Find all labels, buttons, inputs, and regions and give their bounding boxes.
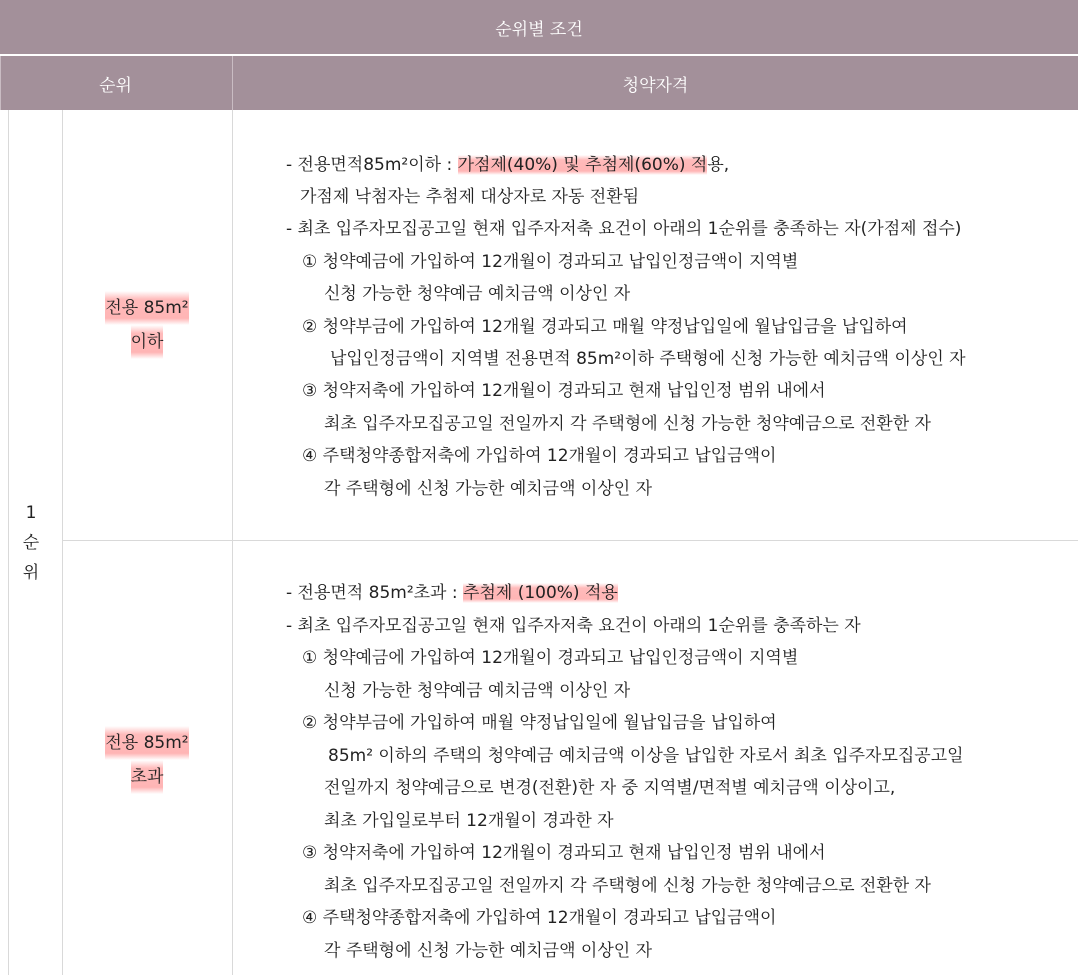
qualification-line: ④ 주택청약종합저축에 가입하여 12개월이 경과되고 납입금액이 <box>302 446 777 466</box>
qualification-line: 85m² 이하의 주택의 청약예금 예치금액 이상을 납입한 자로서 최초 입주자모집공고일 <box>328 746 964 766</box>
table-header-row <box>0 56 1078 110</box>
qualification-line: 각 주택형에 신청 가능한 예치금액 이상인 자 <box>324 479 653 499</box>
qualification-line: 신청 가능한 청약예금 예치금액 이상인 자 <box>324 681 631 701</box>
qualification-line: 가점제 낙첨자는 추첨제 대상자로 자동 전환됨 <box>300 187 640 207</box>
qualification-line: 최초 입주자모집공고일 전일까지 각 주택형에 신청 가능한 청약예금으로 전환한 자 <box>324 876 931 896</box>
area-label-line2: 초과 <box>131 760 164 794</box>
area-label-line1: 전용 85m² <box>105 291 188 325</box>
highlight: 가점제(40%) 및 추첨제(60%) 적 <box>457 155 708 175</box>
qualification-line: 최초 입주자모집공고일 전일까지 각 주택형에 신청 가능한 청약예금으로 전환한 자 <box>324 414 931 434</box>
qualification-cell-over-85 <box>232 540 1078 975</box>
qualification-line: ① 청약예금에 가입하여 12개월이 경과되고 납입인정금액이 지역별 <box>302 648 799 668</box>
qualification-line: ② 청약부금에 가입하여 매월 약정납입일에 월납입금을 납입하여 <box>302 713 777 733</box>
qualification-line: 신청 가능한 청약예금 예치금액 이상인 자 <box>324 284 631 304</box>
area-label-line1: 전용 85m² <box>105 726 188 760</box>
qualification-line: - 전용면적85m²이하 : 가점제(40%) 및 추첨제(60%) 적용, <box>286 155 730 175</box>
qualification-line: ③ 청약저축에 가입하여 12개월이 경과되고 현재 납입인정 범위 내에서 <box>302 843 826 863</box>
table-title: 순위별 조건 <box>0 0 1078 54</box>
area-cell-over-85 <box>62 560 232 960</box>
highlight: 추첨제 (100%) 적용 <box>463 583 618 603</box>
qualification-line: ② 청약부금에 가입하여 12개월 경과되고 매월 약정납입일에 월납입금을 납입하여 <box>302 317 908 337</box>
qualification-line: - 최초 입주자모집공고일 현재 입주자저축 요건이 아래의 1순위를 충족하는 자(가점제 접수) <box>286 219 962 239</box>
qualification-line: 각 주택형에 신청 가능한 예치금액 이상인 자 <box>324 941 653 961</box>
qualification-line: ③ 청약저축에 가입하여 12개월이 경과되고 현재 납입인정 범위 내에서 <box>302 381 826 401</box>
qualification-cell-under-85 <box>232 110 1078 540</box>
qualification-line: ④ 주택청약종합저축에 가입하여 12개월이 경과되고 납입금액이 <box>302 908 777 928</box>
qualification-line: ① 청약예금에 가입하여 12개월이 경과되고 납입인정금액이 지역별 <box>302 252 799 272</box>
qualification-line: 최초 가입일로부터 12개월이 경과한 자 <box>324 811 614 831</box>
header-rank: 순위 <box>0 56 230 110</box>
qualification-line: - 전용면적 85m²초과 : 추첨제 (100%) 적용 <box>286 583 618 603</box>
qualification-line: - 최초 입주자모집공고일 현재 입주자저축 요건이 아래의 1순위를 충족하는 자 <box>286 616 861 636</box>
area-cell-under-85 <box>62 110 232 540</box>
area-label-line2: 이하 <box>131 325 164 359</box>
qualification-line: 전일까지 청약예금으로 변경(전환)한 자 중 지역별/면적별 예치금액 이상이고, <box>324 778 896 798</box>
rank-label: 1순위 <box>22 502 40 583</box>
header-qualification: 청약자격 <box>232 56 1078 110</box>
qualification-line: 납입인정금액이 지역별 전용면적 85m²이하 주택형에 신청 가능한 예치금액 이상인 자 <box>330 349 966 369</box>
rank-cell <box>0 110 62 975</box>
